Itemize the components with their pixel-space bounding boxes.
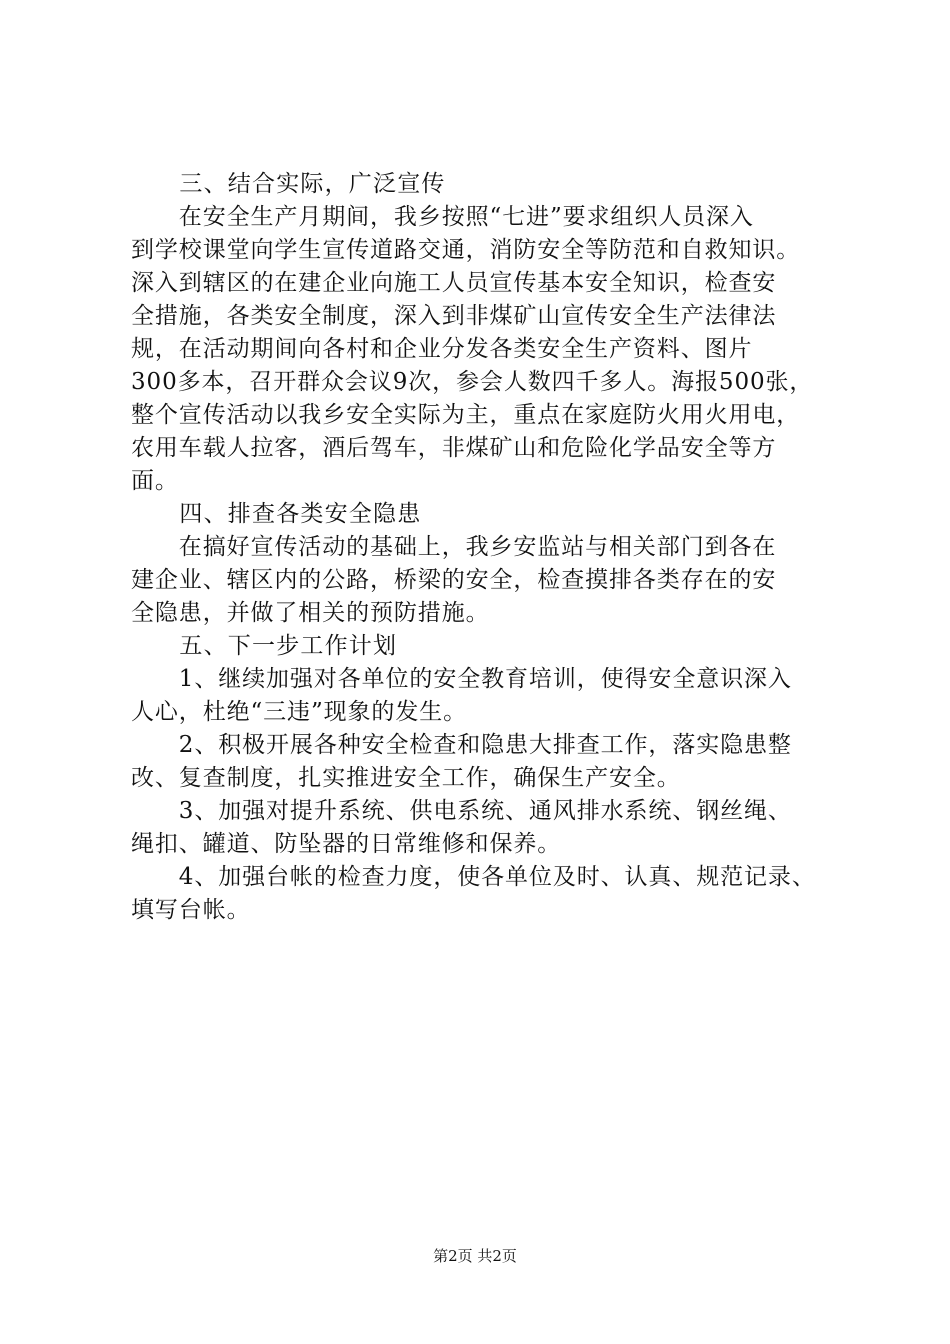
paragraph-line: 到学校课堂向学生宣传道路交通，消防安全等防范和自救知识。	[131, 237, 801, 263]
list-item-line: 1、继续加强对各单位的安全教育培训，使得安全意识深入	[131, 666, 792, 692]
paragraph-line: 全隐患，并做了相关的预防措施。	[131, 600, 490, 626]
paragraph-line: 深入到辖区的在建企业向施工人员宣传基本安全知识，检查安	[131, 270, 777, 296]
paragraph-line: 规，在活动期间向各村和企业分发各类安全生产资料、图片	[131, 336, 753, 362]
list-item-line: 2、积极开展各种安全检查和隐患大排查工作，落实隐患整	[131, 732, 792, 758]
paragraph-line: 农用车载人拉客，酒后驾车，非煤矿山和危险化学品安全等方	[131, 435, 777, 461]
list-item-line: 绳扣、罐道、防坠器的日常维修和保养。	[131, 831, 562, 857]
list-item-line: 填写台帐。	[131, 897, 251, 923]
paragraph-line: 整个宣传活动以我乡安全实际为主，重点在家庭防火用火用电，	[131, 402, 801, 428]
section-heading-4: 四、排查各类安全隐患	[131, 501, 422, 527]
list-item-line: 人心，杜绝“三违”现象的发生。	[131, 699, 468, 725]
document-body	[131, 168, 861, 927]
paragraph-line: 建企业、辖区内的公路，桥梁的安全，检查摸排各类存在的安	[131, 567, 777, 593]
section-heading-3: 三、结合实际，广泛宣传	[131, 171, 446, 197]
paragraph-line: 在安全生产月期间，我乡按照“七进”要求组织人员深入	[131, 204, 754, 230]
list-item-line: 3、加强对提升系统、供电系统、通风排水系统、钢丝绳、	[131, 798, 792, 824]
paragraph-line: 面。	[131, 468, 179, 494]
list-item-line: 4、加强台帐的检查力度，使各单位及时、认真、规范记录、	[131, 864, 816, 890]
paragraph-line: 300多本，召开群众会议9次，参会人数四千多人。海报500张，	[131, 369, 814, 395]
section-heading-5: 五、下一步工作计划	[131, 633, 398, 659]
page-number-footer: 第2页 共2页	[433, 1247, 517, 1265]
list-item-line: 改、复查制度，扎实推进安全工作，确保生产安全。	[131, 765, 681, 791]
paragraph-line: 在搞好宣传活动的基础上，我乡安监站与相关部门到各在	[131, 534, 777, 560]
paragraph-line: 全措施，各类安全制度，深入到非煤矿山宣传安全生产法律法	[131, 303, 777, 329]
